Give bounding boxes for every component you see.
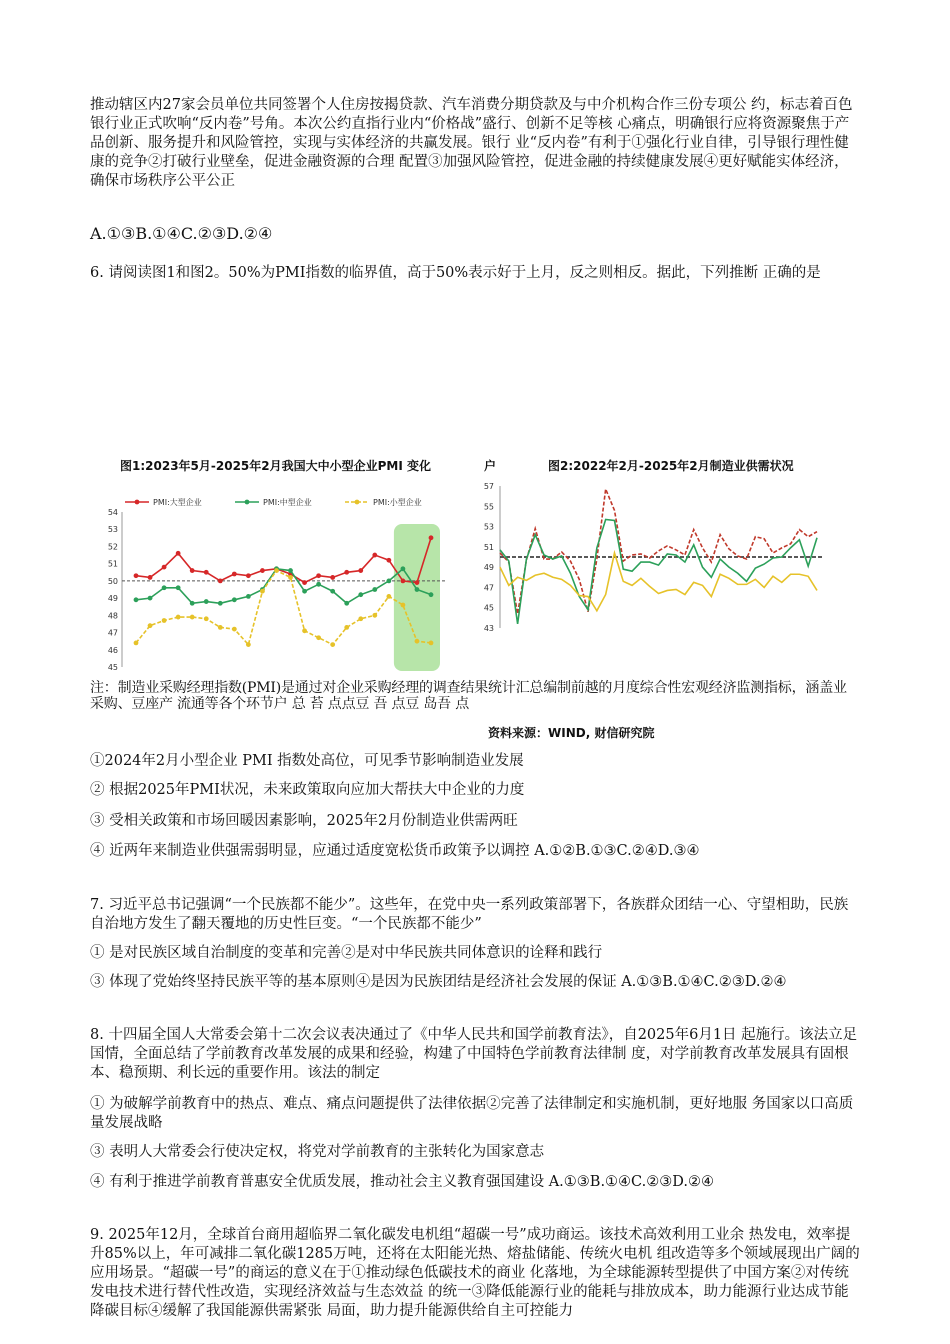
figure1-data-point — [162, 585, 167, 590]
q7-statement-1: ① 是对民族区域自治制度的变革和完善②是对中华民族共同体意识的诠释和践行 — [90, 945, 603, 961]
figure1-title: 图1:2023年5月-2025年2月我国大中小型企业PMI 变化 — [120, 459, 432, 473]
q8-statement-3: ④ 有利于推进学前教育普惠安全优质发展，推动社会主义教育强国建设 A.①③B.①④C.②③D.②④ — [90, 1174, 714, 1190]
figure1-data-point — [246, 573, 251, 578]
figure1-series — [134, 535, 434, 647]
figure2-tick-label: 53 — [483, 522, 494, 532]
figure1-tick-label: 52 — [107, 542, 118, 552]
figure1-data-point — [415, 639, 420, 644]
figure1-data-point — [302, 589, 307, 594]
figure1-title-overlap: 户 — [484, 459, 497, 473]
figure1-tick-label: 46 — [107, 645, 118, 655]
figure1-data-point — [134, 640, 139, 645]
figure1-data-point — [232, 572, 237, 577]
figure1-band-rect — [394, 524, 440, 671]
figure1-tick-label: 48 — [107, 611, 118, 621]
figure1-data-point — [162, 565, 167, 570]
q8-statement-2: ③ 表明人大常委会行使决定权，将党对学前教育的主张转化为国家意志 — [90, 1144, 545, 1160]
figure1-tick-label: 45 — [107, 663, 118, 672]
figure1-data-point — [316, 635, 321, 640]
figure1-data-point — [204, 616, 209, 621]
figure1-y-axis — [108, 508, 122, 672]
figure2-y-axis — [484, 482, 500, 633]
figure1-data-point — [190, 568, 195, 573]
figure1-data-point — [316, 573, 321, 578]
q7-statement-2: ③ 体现了党始终坚持民族平等的基本原则④是因为民族团结是经济社会发展的保证 A.①③B.①④C.②③D.②④ — [90, 974, 787, 990]
figure1-data-point — [176, 551, 181, 556]
figure1-legend-label: PMI:中型企业 — [263, 498, 312, 507]
figure1-data-point — [344, 570, 349, 575]
figure1-data-point — [176, 615, 181, 620]
figure1-data-point — [232, 627, 237, 632]
q6-stem: 6. 请阅读图1和图2。50%为PMI指数的临界值，高于50%表示好于上月，反之则相反。据此，下列推断 正确的是 — [90, 265, 821, 281]
figure1-data-point — [401, 566, 406, 571]
figure1-data-point — [386, 594, 391, 599]
figure1-data-point — [204, 570, 209, 575]
figure1-data-point — [358, 568, 363, 573]
figure1-tick-label: 49 — [107, 594, 118, 604]
figure1-data-point — [386, 578, 391, 583]
figure1-highlight-band — [394, 524, 440, 671]
figure1-legend-label: PMI:小型企业 — [373, 498, 422, 507]
q7-stem: 7. 习近平总书记强调“一个民族都不能少”。这些年，在党中央一系列政策部署下，各族群众团结一心、守望相助，民族自治地方发生了翻天覆地的历史性巨变。“一个民族都不能少” — [90, 897, 849, 932]
figure1-data-point — [330, 589, 335, 594]
figure1-tick-label: 53 — [107, 525, 118, 535]
figure1-data-point — [401, 578, 406, 583]
figure1-data-point — [134, 573, 139, 578]
figure1-data-point — [288, 568, 293, 573]
figure1-legend-marker — [135, 500, 140, 505]
figure1-data-point — [358, 592, 363, 597]
figure1-data-point — [372, 613, 377, 618]
q6-statement-2: ② 根据2025年PMI状况，未来政策取向应加大帮扶大中企业的力度 — [90, 782, 525, 798]
figure1-data-point — [232, 597, 237, 602]
figure1-data-point — [260, 568, 265, 573]
figure2-title: 图2:2022年2月-2025年2月制造业供需状况 — [548, 459, 794, 473]
figure1-data-point — [415, 587, 420, 592]
figure1-data-point — [288, 575, 293, 580]
figure1-data-point — [274, 568, 279, 573]
figure1-data-point — [429, 592, 434, 597]
figure1-legend-marker — [355, 500, 360, 505]
figure1-legend-marker — [245, 500, 250, 505]
figure2-tick-label: 51 — [483, 542, 494, 552]
q6-statement-1: ①2024年2月小型企业 PMI 指数处高位，可见季节影响制造业发展 — [90, 753, 524, 769]
figure2-tick-label: 49 — [483, 563, 494, 573]
figure1-legend-label: PMI:大型企业 — [153, 498, 202, 507]
figure1-data-point — [246, 594, 251, 599]
figure1-data-point — [344, 601, 349, 606]
figure1-data-point — [302, 628, 307, 633]
figure2-tick-label: 43 — [483, 624, 494, 633]
figure2-tick-label: 45 — [483, 603, 494, 613]
figure2-series-line — [500, 489, 817, 614]
figure1-data-point — [218, 578, 223, 583]
q9-stem: 9. 2025年12月，全球首台商用超临界二氧化碳发电机组“超碳一号”成功商运。该技术高效利用工业余 热发电，效率提升85%以上，年可减排二氧化碳1285万吨，还将在太阳能光热、熔盐储能、传统火电机 组改造等多个领域展现出广阔的应用场景。“超碳一号”的商运的意义在于①推动绿色低碳技术的商业 化落地，为全球能源转型提供了中国方案②对传统发电技术进行替代性改造，实现经济效益与生态效益 的统一③降低能源行业的能耗与排放成本，助力能源行业达成节能降碳目标④缓解了我国能源供需紧张 局面，助力提升能源供给自主可控能力 — [90, 1227, 860, 1319]
figure1-data-point — [358, 616, 363, 621]
q8-statement-1: ① 为破解学前教育中的热点、难点、痛点问题提供了法律依据②完善了法律制定和实施机制，更好地服 务国家以口高质量发展战略 — [90, 1096, 854, 1131]
figure1-data-point — [246, 642, 251, 647]
figure1-data-point — [386, 558, 391, 563]
figure1-data-point — [401, 603, 406, 608]
figure1-data-point — [190, 601, 195, 606]
q5-stem: 推动辖区内27家会员单位共同签署个人住房按揭贷款、汽车消费分期贷款及与中介机构合作三份专项公 约，标志着百色银行业正式吹响“反内卷”号角。本次公约直指行业内“价格战”盛行、创新不足等核 心痛点，明确银行应将资源聚焦于产品创新、服务提升和风险管控，实现与实体经济的共赢发展。银行 业“反内卷”有利于①强化行业自律，引导银行理性健康的竞争②打破行业壁垒，促进金融资源的合理 配置③加强风险管控，促进金融的持续健康发展④更好赋能实体经济，确保市场秩序公平公正 — [90, 97, 853, 189]
figure1-data-point — [176, 585, 181, 590]
figure1-data-point — [330, 575, 335, 580]
figure1-data-point — [316, 582, 321, 587]
figure2-tick-label: 57 — [483, 482, 494, 491]
q6-statement-3: ③ 受相关政策和市场回暖因素影响，2025年2月份制造业供需两旺 — [90, 813, 518, 829]
figure1-data-point — [218, 625, 223, 630]
figure1-data-point — [148, 623, 153, 628]
figure1-data-point — [429, 535, 434, 540]
figure1-legend — [125, 497, 422, 507]
figure1-data-point — [372, 587, 377, 592]
figure1-data-point — [148, 596, 153, 601]
figure1-tick-label: 54 — [107, 508, 118, 517]
q6-statement-4: ④ 近两年来制造业供强需弱明显，应通过适度宽松货币政策予以调控 A.①②B.①③C.②④D.③④ — [90, 843, 700, 859]
figure2-series-line — [500, 553, 817, 611]
figure1-data-point — [372, 553, 377, 558]
q8-stem: 8. 十四届全国人大常委会第十二次会议表决通过了《中华人民共和国学前教育法》，自2025年6月1日 起施行。该法立足国情，全面总结了学前教育改革发展的成果和经验，构建了中国特色学前教育法律制 度，对学前教育改革发展具有固根本、稳预期、利长远的重要作用。该法的制定 — [90, 1027, 858, 1081]
figure1-data-point — [415, 580, 420, 585]
figure1-data-point — [134, 597, 139, 602]
figure1-data-point — [218, 601, 223, 606]
figure-source: 资料来源：WIND, 财信研究院 — [488, 726, 655, 740]
figure-note: 注：制造业采购经理指数(PMI)是通过对企业采购经理的调查结果统计汇总编制前越的月度综合性宏观经济监测指标，涵盖业采购、豆座产 流通等各个环节户 总 苔 点点豆 吾 点豆 岛吾 点 — [90, 680, 847, 712]
figure1-data-point — [302, 580, 307, 585]
figure1-data-point — [260, 589, 265, 594]
q5-options: A.①③B.①④C.②③D.②④ — [90, 224, 273, 243]
figure1-data-point — [204, 599, 209, 604]
figure1-tick-label: 50 — [107, 576, 118, 586]
figure1-data-point — [148, 575, 153, 580]
figure1-data-point — [190, 615, 195, 620]
figure2-series-line — [500, 519, 817, 623]
figure2-tick-label: 47 — [483, 583, 494, 593]
figure2-tick-label: 55 — [483, 502, 494, 512]
figure1-tick-label: 51 — [107, 559, 118, 569]
figure1-tick-label: 47 — [107, 628, 118, 638]
figure1-chart — [95, 490, 460, 685]
figure1-data-point — [162, 618, 167, 623]
figure1-data-point — [330, 642, 335, 647]
figure2-chart — [468, 478, 830, 648]
figure1-data-point — [344, 625, 349, 630]
figure1-data-point — [429, 640, 434, 645]
